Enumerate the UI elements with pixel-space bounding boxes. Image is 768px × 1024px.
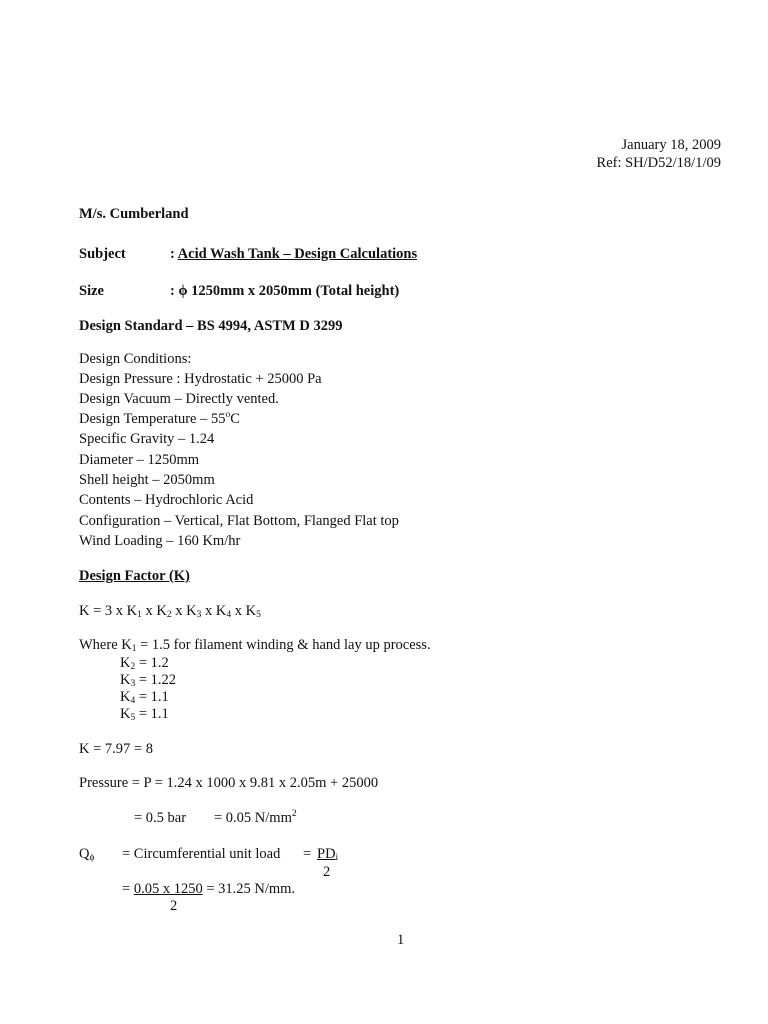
where-rest: = 1.5 for filament winding & hand lay up process. bbox=[140, 637, 431, 653]
circ-calc bbox=[122, 881, 295, 898]
size-line bbox=[170, 283, 399, 300]
condition-wind-loading: Wind Loading – 160 Km/hr bbox=[79, 533, 241, 549]
formula-sub-5: 5 bbox=[256, 610, 261, 620]
subject-label: Subject bbox=[79, 246, 126, 262]
circ-calc-denominator: 2 bbox=[170, 898, 178, 914]
k3-sub: 3 bbox=[130, 679, 136, 689]
where-k1 bbox=[79, 637, 431, 654]
design-factor-formula bbox=[79, 603, 261, 620]
condition-configuration: Configuration – Vertical, Flat Bottom, Flanged Flat top bbox=[79, 513, 399, 529]
k2-sub: 2 bbox=[130, 662, 136, 672]
size-value: 1250mm x 2050mm (Total height) bbox=[191, 283, 400, 299]
k5-sub: 5 bbox=[130, 713, 136, 723]
condition-temperature bbox=[79, 411, 240, 428]
k2-val: = 1.2 bbox=[138, 655, 169, 671]
condition-contents: Contents – Hydrochloric Acid bbox=[79, 492, 254, 508]
page-number: 1 bbox=[397, 932, 405, 948]
k3-line bbox=[120, 672, 176, 689]
condition-diameter: Diameter – 1250mm bbox=[79, 452, 200, 468]
letter-ref: Ref: SH/D52/18/1/09 bbox=[596, 155, 721, 171]
circ-description: = Circumferential unit load bbox=[122, 846, 281, 862]
k4-sub: 4 bbox=[130, 696, 136, 706]
circ-num-sub: i bbox=[335, 853, 339, 863]
k4-val: = 1.1 bbox=[138, 689, 169, 705]
where-prefix: Where K bbox=[79, 637, 132, 653]
pressure-bar: = 0.5 bar bbox=[134, 810, 187, 826]
addressee: M/s. Cumberland bbox=[79, 206, 189, 222]
k3-k: K bbox=[120, 672, 131, 688]
circ-calc-rest: = 31.25 N/mm. bbox=[206, 881, 296, 897]
circ-denominator: 2 bbox=[323, 864, 331, 880]
circ-numerator bbox=[317, 846, 338, 863]
temp-prefix: Design Temperature – 55 bbox=[79, 411, 226, 427]
formula-x-3: x K bbox=[175, 603, 197, 619]
formula-x-5: x K bbox=[234, 603, 257, 619]
k4-line bbox=[120, 689, 169, 706]
q-phi bbox=[79, 846, 95, 863]
formula-x-4: x K bbox=[204, 603, 227, 619]
k5-val: = 1.1 bbox=[138, 706, 169, 722]
circ-calc-num: 0.05 x 1250 bbox=[133, 881, 203, 897]
k5-k: K bbox=[120, 706, 131, 722]
k2-line bbox=[120, 655, 169, 672]
formula-lhs: K = 3 x K bbox=[79, 603, 138, 619]
condition-vacuum: Design Vacuum – Directly vented. bbox=[79, 391, 279, 407]
pressure-nmm-prefix: = 0.05 N/mm bbox=[214, 810, 292, 826]
subject-sep: : bbox=[170, 246, 175, 262]
size-label: Size bbox=[79, 283, 104, 299]
subject-line bbox=[170, 246, 417, 263]
formula-sub-2: 2 bbox=[166, 610, 172, 620]
letter-date: January 18, 2009 bbox=[621, 137, 721, 153]
condition-shell-height: Shell height – 2050mm bbox=[79, 472, 215, 488]
k-result: K = 7.97 = 8 bbox=[79, 741, 153, 757]
condition-specific-gravity: Specific Gravity – 1.24 bbox=[79, 431, 215, 447]
k3-val: = 1.22 bbox=[138, 672, 177, 688]
formula-sub-4: 4 bbox=[226, 610, 232, 620]
k5-line bbox=[120, 706, 169, 723]
k2-k: K bbox=[120, 655, 131, 671]
circ-eq-sign: = bbox=[303, 846, 312, 862]
temp-degree: o bbox=[225, 410, 231, 420]
formula-sub-1: 1 bbox=[137, 610, 142, 620]
subject-value: Acid Wash Tank – Design Calculations bbox=[177, 246, 418, 262]
q-symbol: Q bbox=[79, 846, 90, 862]
pressure-nmm bbox=[214, 810, 297, 827]
circ-calc-prefix: = bbox=[122, 881, 131, 897]
design-factor-heading: Design Factor (K) bbox=[79, 568, 190, 584]
temp-unit: C bbox=[230, 411, 240, 427]
where-sub: 1 bbox=[131, 644, 137, 654]
design-standard: Design Standard – BS 4994, ASTM D 3299 bbox=[79, 318, 343, 334]
formula-sub-3: 3 bbox=[196, 610, 202, 620]
pressure-equation: Pressure = P = 1.24 x 1000 x 9.81 x 2.05m + 25000 bbox=[79, 775, 379, 791]
pressure-nmm-sup: 2 bbox=[291, 809, 297, 819]
formula-x-2: x K bbox=[145, 603, 167, 619]
circ-num-text: PD bbox=[317, 846, 336, 862]
conditions-heading: Design Conditions: bbox=[79, 351, 192, 367]
q-sub: ϕ bbox=[89, 853, 95, 863]
size-prefix: : ϕ bbox=[170, 283, 188, 299]
k4-k: K bbox=[120, 689, 131, 705]
condition-pressure: Design Pressure : Hydrostatic + 25000 Pa bbox=[79, 371, 322, 387]
